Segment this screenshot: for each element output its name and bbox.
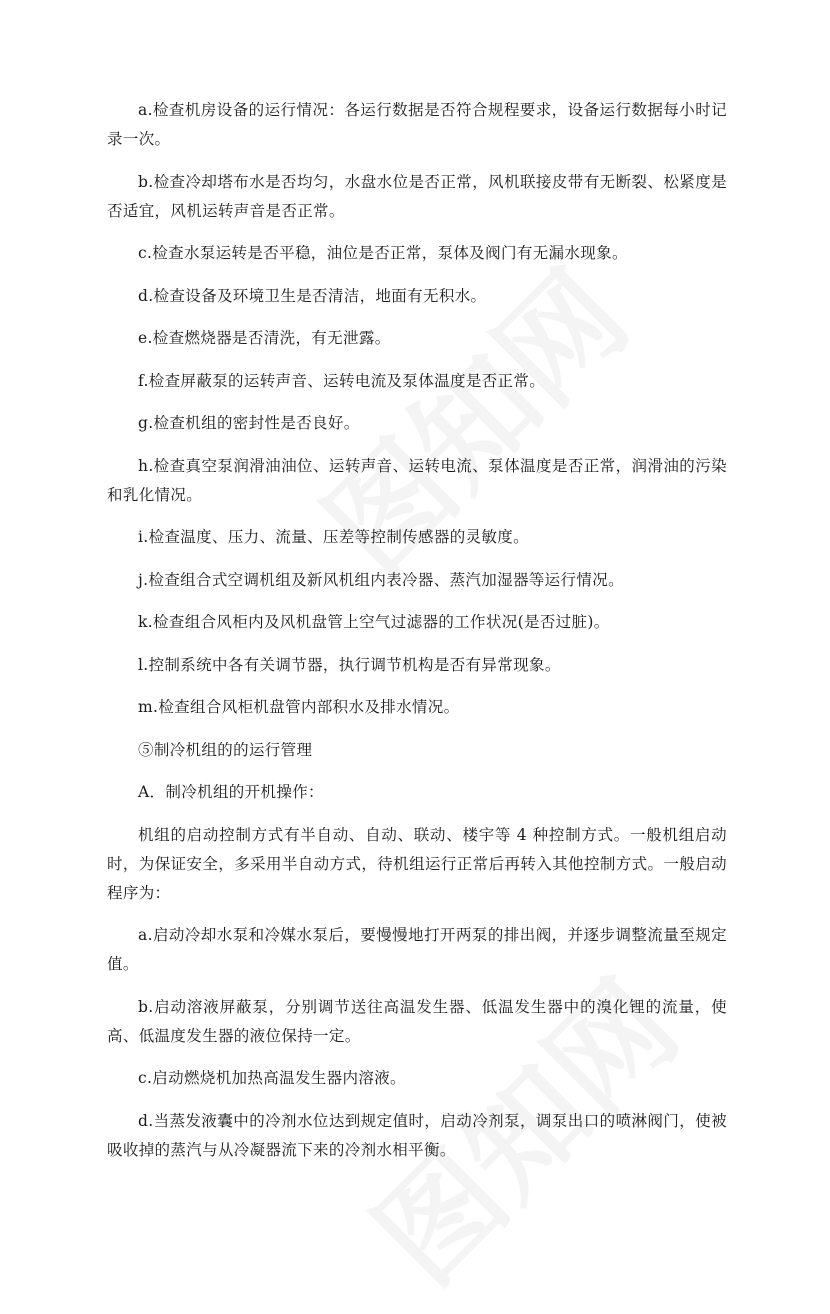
paragraph: b.检查冷却塔布水是否均匀，水盘水位是否正常，风机联接皮带有无断裂、松紧度是否适宜，风机运转声音是否正常。 [107, 172, 727, 220]
paragraph: 机组的启动控制方式有半自动、自动、联动、楼宇等 4 种控制方式。一般机组启动时，为保证安全，多采用半自动方式，待机组运行正常后再转入其他控制方式。一般启动程序为： [107, 825, 727, 902]
paragraph: g.检查机组的密封性是否良好。 [138, 414, 360, 432]
paragraph: i.检查温度、压力、流量、压差等控制传感器的灵敏度。 [138, 528, 529, 546]
paragraph: a.启动冷却水泵和冷媒水泵后，要慢慢地打开两泵的排出阀，并逐步调整流量至规定值。 [107, 926, 727, 973]
paragraph: l.控制系统中各有关调节器，执行调节机构是否有异常现象。 [138, 655, 561, 674]
subsection-heading: A．制冷机组的开机操作： [138, 783, 324, 801]
paragraph: a.检查机房设备的运行情况：各运行数据是否符合规程要求，设备运行数据每小时记录一次。 [107, 101, 727, 148]
document-body [107, 96, 727, 1178]
paragraph: c.启动燃烧机加热高温发生器内溶液。 [138, 1069, 406, 1087]
paragraph: d.检查设备及环境卫生是否清洁，地面有无积水。 [138, 286, 487, 305]
paragraph: f.检查屏蔽泵的运转声音、运转电流及泵体温度是否正常。 [138, 371, 546, 390]
paragraph: b.启动溶液屏蔽泵，分别调节送往高温发生器、低温发生器中的溴化锂的流量，使高、低温度发生器的液位保持一定。 [107, 997, 727, 1045]
paragraph: c.检查水泵运转是否平稳，油位是否正常，泵体及阀门有无漏水现象。 [138, 244, 628, 262]
paragraph: h.检查真空泵润滑油油位、运转声音、运转电流、泵体温度是否正常，润滑油的污染和乳化情况。 [107, 456, 727, 504]
paragraph: j.检查组合式空调机组及新风机组内表冷器、蒸汽加湿器等运行情况。 [138, 570, 624, 589]
paragraph: k.检查组合风柜内及风机盘管上空气过滤器的工作状况(是否过脏)。 [138, 613, 610, 631]
paragraph: e.检查燃烧器是否清洗，有无泄露。 [138, 329, 391, 347]
section-heading: ⑤制冷机组的的运行管理 [138, 740, 313, 759]
paragraph: d.当蒸发液囊中的冷剂水位达到规定值时，启动冷剂泵，调泵出口的喷淋阀门，使被吸收掉的蒸汽与从冷凝器流下来的冷剂水相平衡。 [107, 1111, 727, 1159]
paragraph: m.检查组合风柜机盘管内部积水及排水情况。 [138, 698, 460, 716]
